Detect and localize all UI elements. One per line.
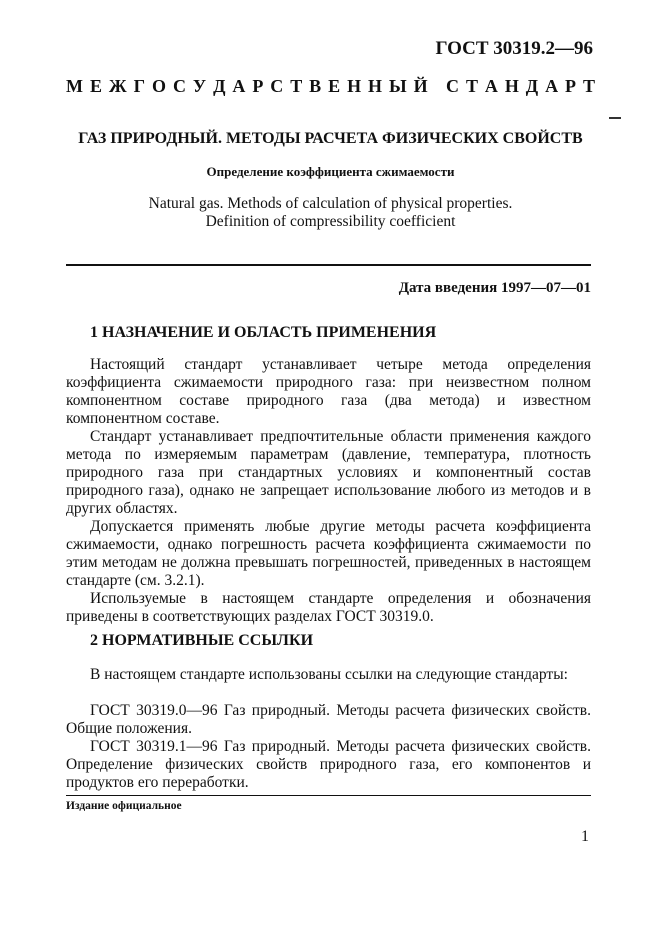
interstate-letter: Т xyxy=(582,76,595,96)
section-heading-2: 2 НОРМАТИВНЫЕ ССЫЛКИ xyxy=(90,632,314,649)
document-title: ГАЗ ПРИРОДНЫЙ. МЕТОДЫ РАСЧЕТА ФИЗИЧЕСКИХ СВОЙСТВ xyxy=(78,130,583,147)
interstate-letter: Н xyxy=(504,76,519,96)
interstate-letter: С xyxy=(446,76,459,96)
header-divider xyxy=(66,264,591,266)
footer-divider xyxy=(66,795,591,796)
interstate-letter: Ж xyxy=(108,76,127,96)
interstate-letter: Е xyxy=(89,76,102,96)
interstate-letter: Т xyxy=(290,76,303,96)
interstate-letter: Т xyxy=(465,76,478,96)
interstate-letter: Р xyxy=(252,76,264,96)
interstate-letter: Д xyxy=(525,76,539,96)
paragraph: Стандарт устанавливает предпочтительные области применения каждого метода по измеряемым параметрам (давление, температура, плотность природного газа при стандартных условиях и компонентный состав природного газа), однако не запрещает использование любого из методов и в других областях. xyxy=(66,428,591,517)
section-heading-1: 1 НАЗНАЧЕНИЕ И ОБЛАСТЬ ПРИМЕНЕНИЯ xyxy=(90,324,437,341)
interstate-letter: А xyxy=(484,76,498,96)
introduction-date: Дата введения 1997—07—01 xyxy=(398,280,591,296)
interstate-standard-label xyxy=(66,76,595,97)
paragraph: Настоящий стандарт устанавливает четыре метода определения коэффициента сжимаемости природного газа: при неизвестном полном компонентном составе природного газа (два метода) и известном компонентном составе. xyxy=(66,356,591,427)
interstate-letter: Н xyxy=(368,76,383,96)
interstate-letter: Й xyxy=(413,76,428,96)
edition-note: Издание официальное xyxy=(66,800,182,812)
interstate-letter: Г xyxy=(133,76,146,96)
interstate-letter xyxy=(435,76,440,97)
reference-item: ГОСТ 30319.1—96 Газ природный. Методы расчета физических свойств. Определение физических свойств природного газа, его компонентов и продуктов его переработки. xyxy=(66,738,591,791)
interstate-letter: В xyxy=(309,76,322,96)
interstate-letter: С xyxy=(172,76,186,96)
interstate-letter: Д xyxy=(213,76,226,96)
english-title-line-1: Natural gas. Methods of calculation of physical properties. xyxy=(148,195,513,212)
interstate-letter: С xyxy=(270,76,284,96)
interstate-letter: А xyxy=(232,76,246,96)
reference-item: ГОСТ 30319.0—96 Газ природный. Методы расчета физических свойств. Общие положения. xyxy=(66,702,591,737)
interstate-letter: М xyxy=(66,76,83,96)
paragraph: Допускается применять любые другие методы расчета коэффициента сжимаемости, однако погрешность расчета коэффициента сжимаемости по этим методам не должна превышать погрешностей, приведенных в настоящем стандарте (см. 3.2.1). xyxy=(66,518,591,589)
interstate-letter: А xyxy=(545,76,559,96)
interstate-letter: Р xyxy=(565,76,577,96)
interstate-letter: О xyxy=(152,76,167,96)
margin-mark xyxy=(609,117,621,119)
english-title-line-2: Definition of compressibility coefficient xyxy=(205,213,456,230)
page-number: 1 xyxy=(581,828,589,845)
document-code: ГОСТ 30319.2—96 xyxy=(435,38,593,59)
paragraph: В настоящем стандарте использованы ссылки на следующие стандарты: xyxy=(90,666,568,683)
interstate-letter: Е xyxy=(328,76,341,96)
interstate-letter: Н xyxy=(347,76,362,96)
interstate-letter: У xyxy=(192,76,207,96)
paragraph: Используемые в настоящем стандарте определения и обозначения приведены в соответствующих разделах ГОСТ 30319.0. xyxy=(66,590,591,625)
interstate-letter: Ы xyxy=(388,76,407,96)
document-subtitle: Определение коэффициента сжимаемости xyxy=(206,164,455,179)
